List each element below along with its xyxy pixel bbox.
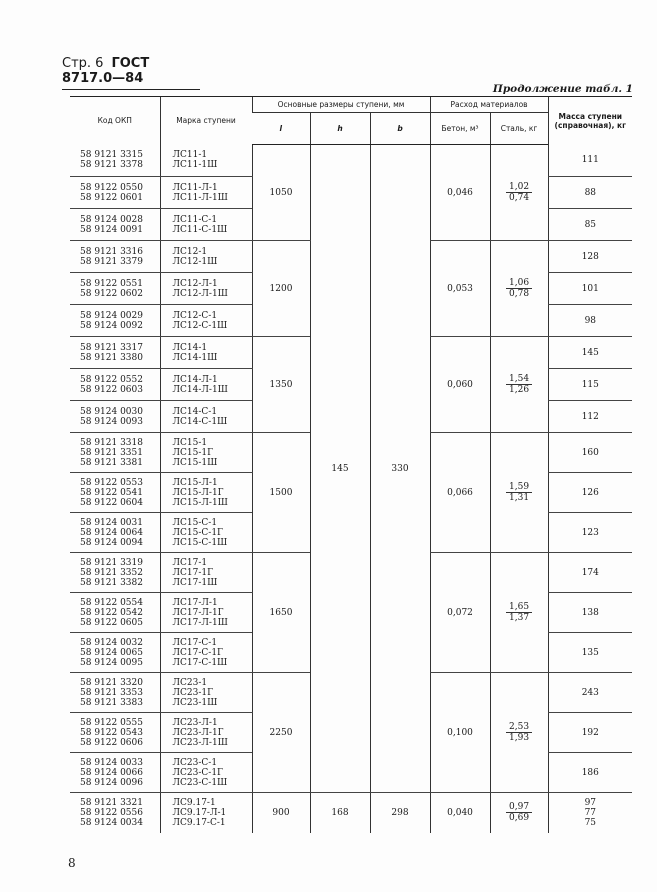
width-b: 298 <box>370 793 430 833</box>
okp-codes <box>70 433 160 473</box>
col-steel: Сталь, кг <box>490 113 548 145</box>
okp-codes-line: 58 9124 0093 <box>80 416 143 427</box>
okp-codes <box>70 553 160 593</box>
step-marks <box>160 793 252 833</box>
okp-codes-line: 58 9122 0604 <box>80 497 143 508</box>
mass-value: 135 <box>548 633 632 673</box>
col-mass: Масса ступени (справочная), кг <box>548 97 632 145</box>
concrete-value: 0,066 <box>430 433 490 553</box>
concrete-value: 0,072 <box>430 553 490 673</box>
steel-value <box>490 553 548 673</box>
step-marks-line: ЛС17-1Г <box>172 567 214 578</box>
step-marks-line: ЛС15-1 <box>172 437 208 448</box>
okp-codes-line: 58 9124 0034 <box>80 817 143 828</box>
concrete-value: 0,100 <box>430 673 490 793</box>
step-marks-line: ЛС23-С-1Г <box>172 767 224 778</box>
step-marks-line: ЛС15-Л-1Ш <box>172 497 228 508</box>
okp-codes <box>70 369 160 401</box>
okp-codes <box>70 473 160 513</box>
okp-codes <box>70 337 160 369</box>
steel-numerator: 1,02 <box>506 182 532 193</box>
steel-numerator: 1,59 <box>506 482 532 493</box>
step-marks <box>160 305 252 337</box>
step-marks-line: ЛС14-С-1 <box>172 406 218 417</box>
concrete-value: 0,040 <box>430 793 490 833</box>
step-marks-line: ЛС15-Л-1 <box>172 477 218 488</box>
step-marks-line: ЛС14-Л-1Ш <box>172 384 228 395</box>
step-marks-line: ЛС15-С-1Ш <box>172 537 228 548</box>
step-marks-line: ЛС14-1Ш <box>172 352 218 363</box>
concrete-value: 0,046 <box>430 145 490 241</box>
steel-value <box>490 145 548 241</box>
step-marks-line: ЛС23-С-1 <box>172 757 218 768</box>
width-b: 330 <box>370 145 430 793</box>
length-l: 1350 <box>252 337 310 433</box>
okp-codes <box>70 713 160 753</box>
mass-values-line: 75 <box>584 817 597 828</box>
okp-codes-line: 58 9124 0066 <box>80 767 143 778</box>
height-h: 168 <box>310 793 370 833</box>
okp-codes-line: 58 9122 0550 <box>80 182 143 193</box>
mass-value: 192 <box>548 713 632 753</box>
step-marks-line: ЛС17-С-1Г <box>172 647 224 658</box>
okp-codes-line: 58 9124 0091 <box>80 224 143 235</box>
okp-codes-line: 58 9122 0555 <box>80 717 143 728</box>
table-row <box>70 793 632 833</box>
page-label: Стр. 6 <box>62 56 104 71</box>
mass-value: 174 <box>548 553 632 593</box>
mass-value: 85 <box>548 209 632 241</box>
col-l: l <box>252 113 310 145</box>
steel-denominator: 0,78 <box>509 289 530 299</box>
okp-codes <box>70 305 160 337</box>
okp-codes-line: 58 9122 0553 <box>80 477 143 488</box>
okp-codes <box>70 145 160 177</box>
step-marks-line: ЛС15-С-1 <box>172 517 218 528</box>
mass-value: 126 <box>548 473 632 513</box>
okp-codes <box>70 401 160 433</box>
okp-codes-line: 58 9122 0606 <box>80 737 143 748</box>
steel-denominator: 1,37 <box>509 613 530 623</box>
mass-value: 160 <box>548 433 632 473</box>
page-header <box>62 56 200 90</box>
step-marks <box>160 145 252 177</box>
okp-codes-line: 58 9122 0542 <box>80 607 143 618</box>
step-marks-line: ЛС23-1 <box>172 677 208 688</box>
okp-codes-line: 58 9122 0556 <box>80 807 143 818</box>
okp-codes <box>70 209 160 241</box>
step-marks-line: ЛС23-1Ш <box>172 697 218 708</box>
mass-value: 138 <box>548 593 632 633</box>
step-marks-line: ЛС9.17-1 <box>172 797 216 808</box>
step-marks <box>160 177 252 209</box>
steel-denominator: 0,74 <box>509 193 530 203</box>
okp-codes-line: 58 9122 0605 <box>80 617 143 628</box>
okp-codes-line: 58 9121 3316 <box>80 246 143 257</box>
length-l: 900 <box>252 793 310 833</box>
height-h: 145 <box>310 145 370 793</box>
okp-codes-line: 58 9121 3379 <box>80 256 143 267</box>
okp-codes-line: 58 9124 0094 <box>80 537 143 548</box>
step-marks-line: ЛС11-Л-1 <box>172 182 218 193</box>
mass-value: 128 <box>548 241 632 273</box>
step-marks-line: ЛС11-1Ш <box>172 160 218 171</box>
col-materials: Расход материалов <box>430 97 548 113</box>
okp-codes-line: 58 9121 3320 <box>80 677 143 688</box>
step-marks-line: ЛС14-1 <box>172 342 208 353</box>
okp-codes-line: 58 9122 0551 <box>80 278 143 289</box>
mass-value: 186 <box>548 753 632 793</box>
step-marks <box>160 713 252 753</box>
col-mark: Марка ступени <box>160 97 252 145</box>
step-marks-line: ЛС12-Л-1 <box>172 278 218 289</box>
step-marks-line: ЛС12-1 <box>172 246 208 257</box>
step-marks-line: ЛС23-1Г <box>172 687 214 698</box>
okp-codes-line: 58 9122 0543 <box>80 727 143 738</box>
steel-value <box>490 793 548 833</box>
okp-codes-line: 58 9122 0602 <box>80 288 143 299</box>
length-l: 1050 <box>252 145 310 241</box>
step-marks-line: ЛС17-С-1 <box>172 637 218 648</box>
okp-codes-line: 58 9121 3353 <box>80 687 143 698</box>
okp-codes-line: 58 9124 0031 <box>80 517 143 528</box>
mass-value: 145 <box>548 337 632 369</box>
step-marks-line: ЛС12-С-1 <box>172 310 218 321</box>
step-marks-line: ЛС9.17-Л-1 <box>172 807 227 818</box>
step-marks-line: ЛС11-Л-1Ш <box>172 192 228 203</box>
step-marks-line: ЛС12-Л-1Ш <box>172 288 228 299</box>
okp-codes-line: 58 9124 0033 <box>80 757 143 768</box>
step-marks <box>160 273 252 305</box>
okp-codes-line: 58 9121 3319 <box>80 557 143 568</box>
mass-value: 123 <box>548 513 632 553</box>
col-b: b <box>370 113 430 145</box>
okp-codes-line: 58 9121 3351 <box>80 447 143 458</box>
steel-numerator: 0,97 <box>506 802 532 813</box>
okp-codes-line: 58 9124 0030 <box>80 406 143 417</box>
steel-denominator: 1,93 <box>509 733 530 743</box>
col-concrete: Бетон, м³ <box>430 113 490 145</box>
length-l: 1200 <box>252 241 310 337</box>
step-marks-line: ЛС9.17-С-1 <box>172 817 226 828</box>
step-marks-line: ЛС14-Л-1 <box>172 374 218 385</box>
steel-value <box>490 433 548 553</box>
okp-codes-line: 58 9122 0554 <box>80 597 143 608</box>
step-marks <box>160 209 252 241</box>
length-l: 2250 <box>252 673 310 793</box>
okp-codes-line: 58 9121 3315 <box>80 150 143 161</box>
col-h: h <box>310 113 370 145</box>
okp-codes-line: 58 9121 3321 <box>80 797 143 808</box>
steel-denominator: 0,69 <box>509 813 530 824</box>
concrete-value: 0,053 <box>430 241 490 337</box>
okp-codes-line: 58 9121 3317 <box>80 342 143 353</box>
length-l: 1650 <box>252 553 310 673</box>
step-marks-line: ЛС12-С-1Ш <box>172 320 228 331</box>
steel-numerator: 1,65 <box>506 602 532 613</box>
okp-codes-line: 58 9121 3352 <box>80 567 143 578</box>
step-marks <box>160 673 252 713</box>
table-continuation-label: Продолжение табл. 1 <box>492 83 633 95</box>
okp-codes-line: 58 9124 0028 <box>80 214 143 225</box>
step-marks-line: ЛС11-1 <box>172 150 208 161</box>
mass-value: 101 <box>548 273 632 305</box>
okp-codes <box>70 793 160 833</box>
step-marks-line: ЛС15-1Г <box>172 447 214 458</box>
table-row <box>70 145 632 177</box>
okp-codes-line: 58 9124 0064 <box>80 527 143 538</box>
okp-codes-line: 58 9121 3383 <box>80 697 143 708</box>
step-marks-line: ЛС17-1Ш <box>172 577 218 588</box>
step-marks <box>160 241 252 273</box>
step-marks-line: ЛС15-Л-1Г <box>172 487 224 498</box>
mass-values <box>548 793 632 833</box>
step-marks-line: ЛС15-1Ш <box>172 457 218 468</box>
steel-numerator: 1,06 <box>506 278 532 289</box>
step-marks <box>160 369 252 401</box>
step-marks-line: ЛС23-Л-1Г <box>172 727 224 738</box>
steel-value <box>490 337 548 433</box>
step-marks-line: ЛС17-Л-1Г <box>172 607 224 618</box>
okp-codes-line: 58 9124 0096 <box>80 777 143 788</box>
mass-values-line: 77 <box>584 807 597 818</box>
step-marks-line: ЛС17-Л-1 <box>172 597 218 608</box>
okp-codes-line: 58 9124 0029 <box>80 310 143 321</box>
okp-codes-line: 58 9122 0552 <box>80 374 143 385</box>
mass-value: 115 <box>548 369 632 401</box>
col-code: Код ОКП <box>70 97 160 145</box>
step-marks <box>160 337 252 369</box>
okp-codes-line: 58 9121 3318 <box>80 437 143 448</box>
steel-denominator: 1,26 <box>509 385 530 395</box>
page-number: 8 <box>68 856 76 870</box>
okp-codes <box>70 177 160 209</box>
step-marks <box>160 473 252 513</box>
mass-values-line: 97 <box>584 797 597 808</box>
standard-number: ГОСТ 8717.0—84 <box>62 56 150 86</box>
okp-codes <box>70 273 160 305</box>
step-marks-line: ЛС12-1Ш <box>172 256 218 267</box>
step-marks-line: ЛС17-Л-1Ш <box>172 617 228 628</box>
steel-denominator: 1,31 <box>509 493 530 503</box>
step-marks-line: ЛС23-Л-1 <box>172 717 218 728</box>
okp-codes-line: 58 9124 0092 <box>80 320 143 331</box>
length-l: 1500 <box>252 433 310 553</box>
okp-codes-line: 58 9121 3380 <box>80 352 143 363</box>
okp-codes <box>70 633 160 673</box>
steel-value <box>490 673 548 793</box>
step-marks-line: ЛС17-1 <box>172 557 208 568</box>
okp-codes-line: 58 9121 3382 <box>80 577 143 588</box>
okp-codes-line: 58 9121 3378 <box>80 160 143 171</box>
step-marks-line: ЛС23-Л-1Ш <box>172 737 228 748</box>
mass-value: 111 <box>548 145 632 177</box>
mass-value: 243 <box>548 673 632 713</box>
steps-table <box>70 96 632 833</box>
step-marks <box>160 513 252 553</box>
step-marks <box>160 553 252 593</box>
concrete-value: 0,060 <box>430 337 490 433</box>
okp-codes-line: 58 9122 0541 <box>80 487 143 498</box>
okp-codes-line: 58 9124 0032 <box>80 637 143 648</box>
step-marks <box>160 753 252 793</box>
okp-codes-line: 58 9121 3381 <box>80 457 143 468</box>
step-marks <box>160 401 252 433</box>
steel-value <box>490 241 548 337</box>
step-marks-line: ЛС15-С-1Г <box>172 527 224 538</box>
mass-value: 112 <box>548 401 632 433</box>
steel-numerator: 1,54 <box>506 374 532 385</box>
mass-value: 98 <box>548 305 632 337</box>
step-marks-line: ЛС11-С-1 <box>172 214 218 225</box>
okp-codes <box>70 593 160 633</box>
steel-numerator: 2,53 <box>506 722 532 733</box>
okp-codes-line: 58 9122 0603 <box>80 384 143 395</box>
step-marks-line: ЛС17-С-1Ш <box>172 657 228 668</box>
okp-codes <box>70 241 160 273</box>
okp-codes <box>70 753 160 793</box>
step-marks-line: ЛС11-С-1Ш <box>172 224 228 235</box>
okp-codes-line: 58 9122 0601 <box>80 192 143 203</box>
step-marks <box>160 433 252 473</box>
col-dims: Основные размеры ступени, мм <box>252 97 430 113</box>
okp-codes <box>70 673 160 713</box>
okp-codes-line: 58 9124 0065 <box>80 647 143 658</box>
step-marks <box>160 593 252 633</box>
okp-codes <box>70 513 160 553</box>
step-marks <box>160 633 252 673</box>
mass-value: 88 <box>548 177 632 209</box>
step-marks-line: ЛС23-С-1Ш <box>172 777 228 788</box>
step-marks-line: ЛС14-С-1Ш <box>172 416 228 427</box>
okp-codes-line: 58 9124 0095 <box>80 657 143 668</box>
